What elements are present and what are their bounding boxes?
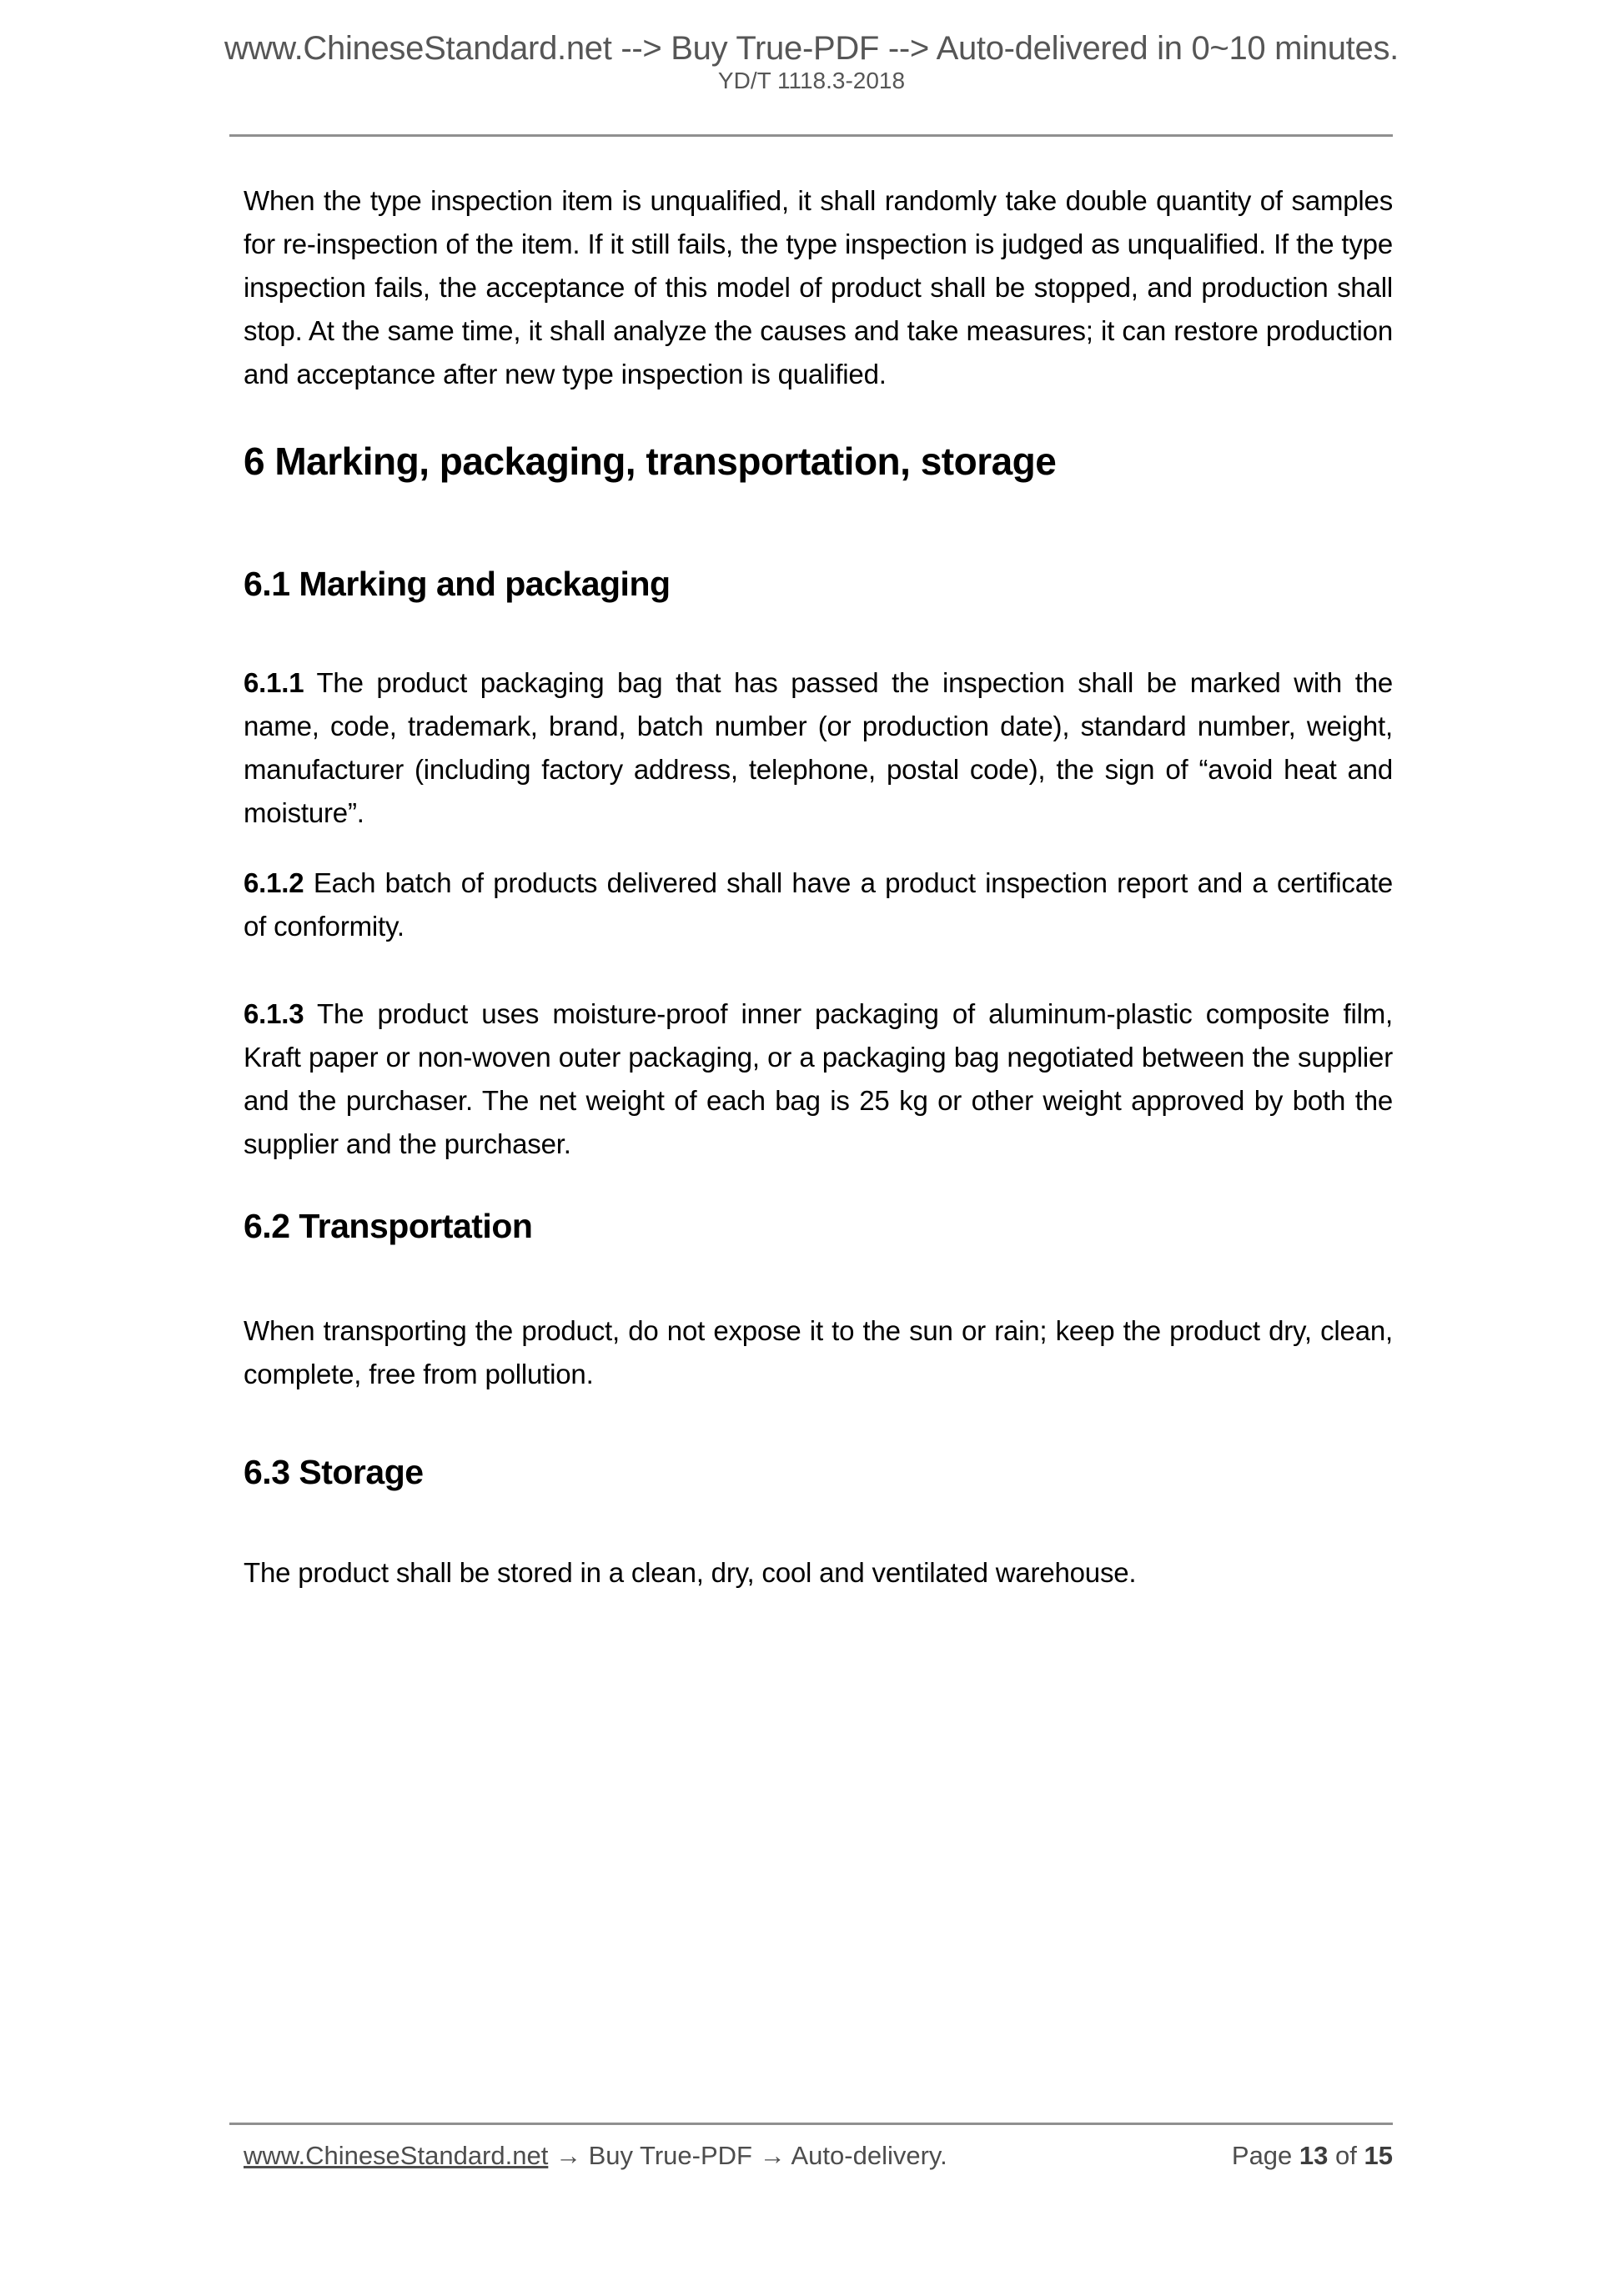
- paragraph-intro: When the type inspection item is unqualified, it shall randomly take double quantity of samples for re-inspection of the item. If it still fails, the type inspection is judged as unqualified. If the type inspection fails, the acceptance of this model of product shall be stopped, and production shall stop. At the same time, it shall analyze the causes and take measures; it can restore production and acceptance after new type inspection is qualified.: [244, 185, 1393, 389]
- section-6-2-heading: 6.2 Transportation: [244, 1207, 533, 1245]
- standard-number: YD/T 1118.3-2018: [717, 68, 906, 93]
- clause-6-1-3-number: 6.1.3: [244, 998, 304, 1029]
- footer-delivery-text: Auto-delivery.: [791, 2141, 947, 2170]
- page-of-label: of: [1335, 2141, 1357, 2170]
- page-current-number: 13: [1299, 2141, 1329, 2170]
- section-6-3-heading: 6.3 Storage: [244, 1453, 424, 1491]
- page-total-number: 15: [1364, 2141, 1393, 2170]
- page-header: [0, 30, 1623, 94]
- header-banner: www.ChineseStandard.net --> Buy True-PDF --> Auto-delivered in 0~10 minutes.: [224, 30, 1399, 67]
- arrow-icon: →: [759, 2141, 786, 2170]
- paragraph-storage: The product shall be stored in a clean, dry, cool and ventilated warehouse.: [244, 1557, 1137, 1588]
- section-6-heading: 6 Marking, packaging, transportation, storage: [244, 440, 1057, 483]
- arrow-icon: →: [555, 2141, 581, 2170]
- document-body: [244, 138, 1393, 1595]
- clause-6-1-1-text: The product packaging bag that has passed the inspection shall be marked with the name, code, trademark, brand, batch number (or production date), standard number, weight, manufacturer (including factory address, telephone, postal code), the sign of “avoid heat and moisture”.: [244, 667, 1393, 828]
- section-6-1-heading: 6.1 Marking and packaging: [244, 565, 671, 603]
- paragraph-transportation: When transporting the product, do not expose it to the sun or rain; keep the product dry, clean, complete, free from pollution.: [244, 1315, 1393, 1389]
- page-label: Page: [1231, 2141, 1293, 2170]
- clause-6-1-1-number: 6.1.1: [244, 667, 304, 698]
- header-divider: [229, 134, 1393, 137]
- clause-6-1-2: [244, 862, 1393, 948]
- page-footer: [244, 2140, 1393, 2172]
- footer-divider: [229, 2123, 1393, 2125]
- page-indicator: [1232, 2140, 1393, 2172]
- clause-6-1-2-number: 6.1.2: [244, 867, 304, 898]
- clause-6-1-2-text: Each batch of products delivered shall have a product inspection report and a certificate of conformity.: [244, 867, 1393, 942]
- footer-delivery-note: [244, 2140, 947, 2172]
- clause-6-1-3-text: The product uses moisture-proof inner packaging of aluminum-plastic composite film, Kraft paper or non-woven outer packaging, or a packaging bag negotiated between the supplier and the purchaser. The net weight of each bag is 25 kg or other weight approved by both the supplier and the purchaser.: [244, 998, 1394, 1159]
- clause-6-1-1: [244, 661, 1393, 835]
- clause-6-1-3: [244, 992, 1393, 1166]
- footer-site-link[interactable]: www.ChineseStandard.net: [244, 2141, 549, 2170]
- footer-buy-text: Buy True-PDF: [588, 2141, 752, 2170]
